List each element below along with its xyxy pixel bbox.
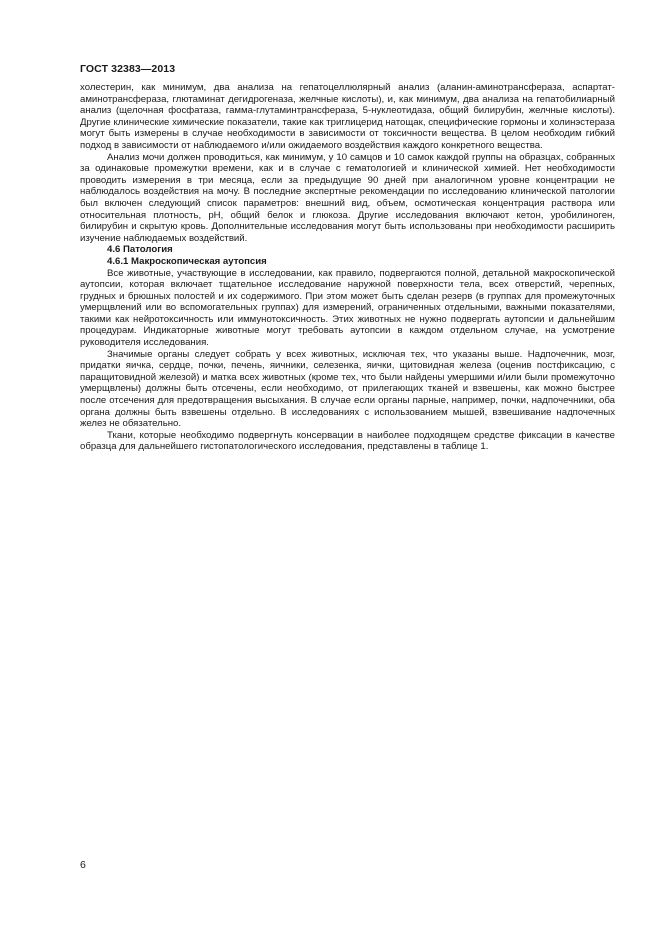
paragraph-urinalysis: Анализ мочи должен проводиться, как минимум, у 10 самцов и 10 самок каждой группы на образцах, собранных за одинаковые промежутки времени, как и в случае с гематологией и клинической химией. Нет необходимости проводить измерения в три месяца, если за предыдущие 90 дней при аналогичном уровне концентрации не наблюдалось воздействия на мочу. В последние экспертные рекомендации по исследованию клинической патологии был включен следующий список параметров: внешний вид, объем, осмотическая концентрация раствора или относительная плотность, pH, общий белок и глюкоза. Другие исследования включают кетон, уробилиноген, билирубин и скрытую кровь. Дополнительные исследования могут быть использованы при необходимости расширить изучение наблюдаемых воздействий. [80, 151, 615, 244]
paragraph-autopsy-scope: Все животные, участвующие в исследовании, как правило, подвергаются полной, детальной макроскопической аутопсии, которая включает тщательное исследование наружной поверхности тела, всех отверстий, черепных, грудных и брюшных полостей и их содержимого. При этом может быть сделан резерв (в группах для промежуточных умерщвлений или во вспомогательных группах) для измерений, ограниченных отдельными, важными показателями, такими как нейротоксичность или иммунотоксичность. Этих животных не нужно подвергать аутопсии и дальнейшим процедурам. Индикаторные животные могут требовать аутопсии в каждом отдельном случае, на усмотрение руководителя исследования. [80, 267, 615, 349]
document-header: ГОСТ 32383—2013 [80, 63, 176, 75]
paragraph-tissue-preservation: Ткани, которые необходимо подвергнуть консервации в наиболее подходящем средстве фиксации в качестве образца для дальнейшего гистопатологического исследования, представлены в таблице 1. [80, 429, 615, 453]
paragraph-organ-weighing: Значимые органы следует собрать у всех животных, исключая тех, что указаны выше. Надпочечник, мозг, придатки яичка, сердце, почки, печень, яичники, селезенка, яички, щитовидная железа (оценив постфиксацию, с паращитовидной железой) и матка всех животных (кроме тех, что были найдены умершими и/или были промежуточно умерщвлены) должны быть отсечены, если необходимо, от прилегающих тканей и взвешены, как можно быстрее после отсечения для предотвращения высыхания. В случае если органы парные, например, почки, надпочечники, оба органа должны быть взвешены отдельно. В исследованиях с использованием мышей, взвешивание надпочечных желез не обязательно. [80, 348, 615, 430]
document-body [80, 82, 615, 453]
page-number: 6 [80, 859, 86, 871]
subsection-heading-macroscopic-autopsy: 4.6.1 Макроскопическая аутопсия [107, 255, 267, 267]
section-heading-pathology: 4.6 Патология [107, 244, 173, 256]
paragraph-clinical-chemistry: холестерин, как минимум, два анализа на гепатоцеллюлярный анализ (аланин-аминотрансфераза, аспартат-аминотрансфераза, глютаминат дегидрогеназа, желчные кислоты), и, как минимум, два анализа на гепатобилиарный анализ (щелочная фосфатаза, гамма-глутаминтрансфераза, 5-нуклеотидаза, общий билирубин, желчные кислоты). Другие клинические химические показатели, такие как триглицерид натощак, специфические гормоны и холинэстераза могут быть измерены в случае необходимости в зависимости от токсичности вещества. В целом необходим гибкий подход в зависимости от наблюдаемого и/или ожидаемого воздействия каждого конкретного вещества. [80, 82, 615, 151]
